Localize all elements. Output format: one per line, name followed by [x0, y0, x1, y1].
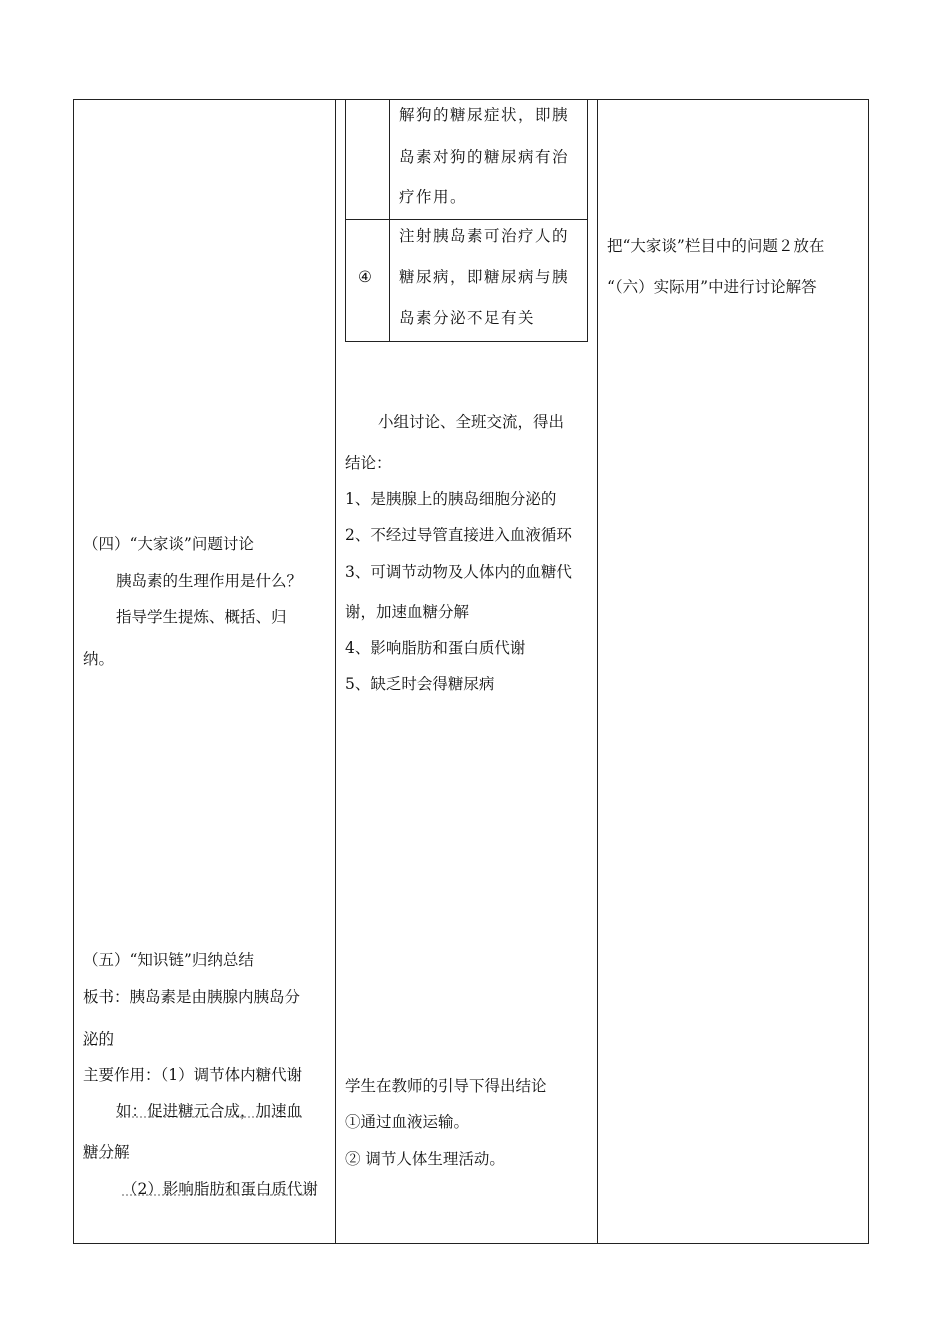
- guided-line: 学生在教师的引导下得出结论: [345, 1077, 547, 1095]
- col3-note-line2: “（六）实际用”中进行讨论解答: [607, 278, 817, 296]
- guided-item-1: ①通过血液运输。: [345, 1113, 470, 1131]
- inner-row2-line2: 糖尿病，即糖尿病与胰: [399, 268, 570, 286]
- board-line2: 泌的: [83, 1030, 115, 1048]
- inner-table-divider: [389, 99, 390, 342]
- discussion-line2: 结论：: [345, 454, 392, 472]
- inner-table-row-divider: [345, 219, 588, 220]
- conclusion-4: 4、影响脂肪和蛋白质代谢: [345, 639, 526, 657]
- inner-row2-line1: 注射胰岛素可治疗人的: [399, 227, 570, 245]
- table-right-border: [868, 99, 869, 1244]
- board-line4: 如：促进糖元合成，加速血: [116, 1102, 303, 1120]
- inner-table-right-border: [587, 99, 588, 342]
- guided-item-2: ② 调节人体生理活动。: [345, 1150, 505, 1168]
- inner-row1-line3: 疗作用。: [399, 188, 468, 206]
- sec4-line3: 纳。: [83, 650, 115, 668]
- conclusion-2: 2、不经过导管直接进入血液循环: [345, 526, 572, 544]
- inner-row2-number: ④: [358, 268, 372, 286]
- sec4-line2: 指导学生提炼、概括、归: [116, 608, 287, 626]
- board-line1: 板书：胰岛素是由胰腺内胰岛分: [83, 988, 301, 1006]
- conclusion-3-cont: 谢，加速血糖分解: [345, 603, 470, 621]
- board-line5: 糖分解: [83, 1143, 130, 1161]
- conclusion-5: 5、缺乏时会得糖尿病: [345, 675, 495, 693]
- table-left-border: [73, 99, 74, 1244]
- column-divider-1: [335, 99, 336, 1244]
- table-bottom-border: [73, 1243, 869, 1244]
- sec4-line1: 胰岛素的生理作用是什么？: [116, 572, 303, 590]
- discussion-line1: 小组讨论、全班交流，得出: [378, 413, 565, 431]
- conclusion-1: 1、是胰腺上的胰岛细胞分泌的: [345, 490, 557, 508]
- table-top-border: [73, 99, 869, 100]
- column-divider-2: [597, 99, 598, 1244]
- board-line6: （2）影响脂肪和蛋白质代谢: [122, 1180, 318, 1198]
- inner-row1-line2: 岛素对狗的糖尿病有治: [399, 148, 570, 166]
- inner-table-bottom-border: [345, 341, 588, 342]
- conclusion-3: 3、可调节动物及人体内的血糖代: [345, 563, 572, 581]
- inner-row1-line1: 解狗的糖尿症状，即胰: [399, 106, 570, 124]
- board-line3: 主要作用：（1）调节体内糖代谢: [83, 1066, 303, 1084]
- sec5-heading: （五）“知识链”归纳总结: [83, 951, 254, 969]
- sec4-heading: （四）“大家谈”问题讨论: [83, 535, 254, 553]
- inner-table-left-border: [345, 99, 346, 342]
- col3-note-line1: 把“大家谈”栏目中的问题２放在: [607, 237, 825, 255]
- inner-row2-line3: 岛素分泌不足有关: [399, 309, 536, 327]
